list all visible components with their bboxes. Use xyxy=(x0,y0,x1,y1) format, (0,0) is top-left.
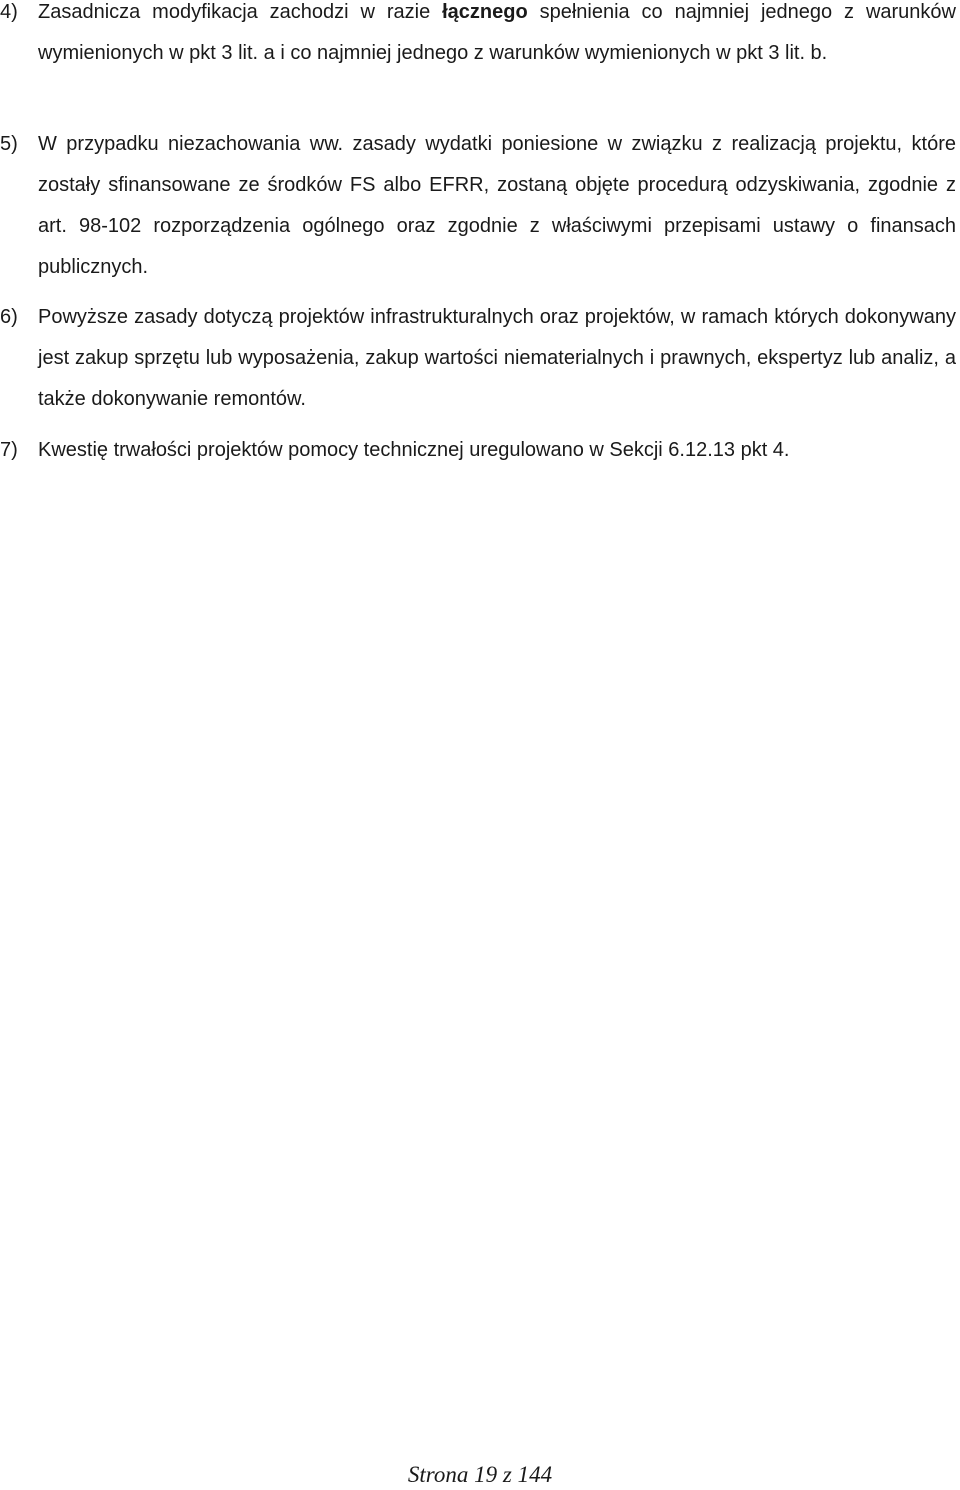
list-item-number: 7) xyxy=(0,439,18,461)
list-item-6 xyxy=(0,297,956,420)
list-item-text xyxy=(38,0,956,74)
list-item-text: Powyższe zasady dotyczą projektów infrastrukturalnych oraz projektów, w ramach których dokonywany jest zakup sprzętu lub wyposażenia, zakup wartości niematerialnych i prawnych, ekspertyz lub analiz, a także dokonywanie remontów. xyxy=(38,306,956,410)
page-footer: Strona 19 z 144 xyxy=(407,1462,553,1487)
text-segment: spełnienia co najmniej jednego z warunków wymienionych w pkt 3 lit. a i co najmniej jednego z warunków wymienionych w pkt 3 lit. b. xyxy=(38,1,956,64)
list-item-5 xyxy=(0,124,956,288)
list-item-4 xyxy=(0,0,956,74)
list-item-text: W przypadku niezachowania ww. zasady wydatki poniesione w związku z realizacją projektu, które zostały sfinansowane ze środków FS albo EFRR, zostaną objęte procedurą odzyskiwania, zgodnie z art. 98-102 rozporządzenia ogólnego oraz zgodnie z właściwymi przepisami ustawy o finansach publicznych. xyxy=(38,133,956,278)
list-item-text: Kwestię trwałości projektów pomocy technicznej uregulowano w Sekcji 6.12.13 pkt 4. xyxy=(38,439,790,461)
list-item-number: 6) xyxy=(0,306,18,328)
list-item-number: 4) xyxy=(0,1,18,23)
text-segment: Zasadnicza modyfikacja zachodzi w razie xyxy=(38,1,443,23)
bold-text-segment: łącznego xyxy=(442,1,528,23)
list-item-7 xyxy=(0,430,956,471)
list-item-number: 5) xyxy=(0,133,18,155)
